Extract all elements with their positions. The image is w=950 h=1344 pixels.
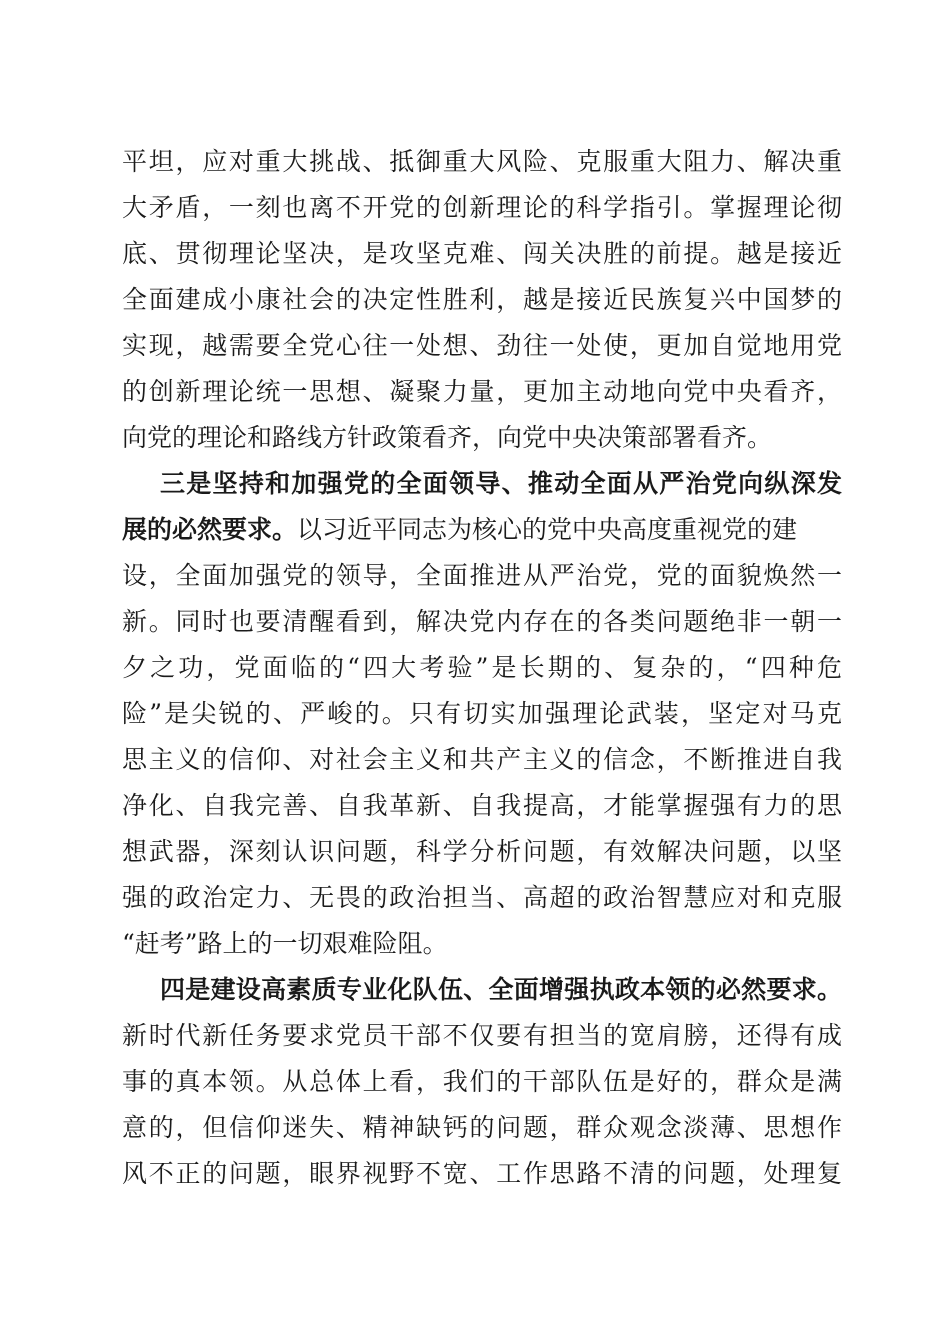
text-line: 想武器，深刻认识问题，科学分析问题，有效解决问题，以坚: [122, 837, 842, 866]
section-heading-three-end: 展的必然要求。: [122, 515, 298, 544]
text-line: 设，全面加强党的领导，全面推进从严治党，党的面貌焕然一: [122, 561, 842, 590]
text-line: 大矛盾，一刻也离不开党的创新理论的科学指引。掌握理论彻: [122, 193, 842, 222]
text-line: 夕之功，党面临的“四大考验”是长期的、复杂的，“四种危: [122, 653, 842, 682]
text-line: 底、贯彻理论坚决，是攻坚克难、闯关决胜的前提。越是接近: [122, 239, 842, 268]
text-line: 事的真本领。从总体上看，我们的干部队伍是好的，群众是满: [122, 1067, 842, 1096]
text-line: 新时代新任务要求党员干部不仅要有担当的宽肩膀，还得有成: [122, 1021, 842, 1050]
text-line: 的创新理论统一思想、凝聚力量，更加主动地向党中央看齐，: [122, 377, 842, 406]
text-line: 强的政治定力、无畏的政治担当、高超的政治智慧应对和克服: [122, 883, 842, 912]
text-line: 净化、自我完善、自我革新、自我提高，才能掌握强有力的思: [122, 791, 842, 820]
text-line: 意的，但信仰迷失、精神缺钙的问题，群众观念淡薄、思想作: [122, 1113, 842, 1142]
text-line: 险”是尖锐的、严峻的。只有切实加强理论武装，坚定对马克: [122, 699, 842, 728]
text-line-mixed: [122, 508, 842, 552]
text-line: 平坦，应对重大挑战、抵御重大风险、克服重大阻力、解决重: [122, 147, 842, 176]
section-heading-three: 三是坚持和加强党的全面领导、推动全面从严治党向纵深发: [160, 469, 842, 498]
text-line-tail: 以习近平同志为核心的党中央高度重视党的建: [297, 515, 798, 544]
text-line: 全面建成小康社会的决定性胜利，越是接近民族复兴中国梦的: [122, 285, 842, 314]
text-line: 实现，越需要全党心往一处想、劲往一处使，更加自觉地用党: [122, 331, 842, 360]
text-line: 向党的理论和路线方针政策看齐，向党中央决策部署看齐。: [122, 423, 773, 452]
text-line: 思主义的信仰、对社会主义和共产主义的信念，不断推进自我: [122, 745, 842, 774]
text-line: 风不正的问题，眼界视野不宽、工作思路不清的问题，处理复: [122, 1159, 842, 1188]
text-line: “赶考”路上的一切艰难险阻。: [122, 929, 448, 958]
text-line: 新。同时也要清醒看到，解决党内存在的各类问题绝非一朝一: [122, 607, 842, 636]
section-heading-four: 四是建设高素质专业化队伍、全面增强执政本领的必然要求。: [160, 975, 842, 1004]
